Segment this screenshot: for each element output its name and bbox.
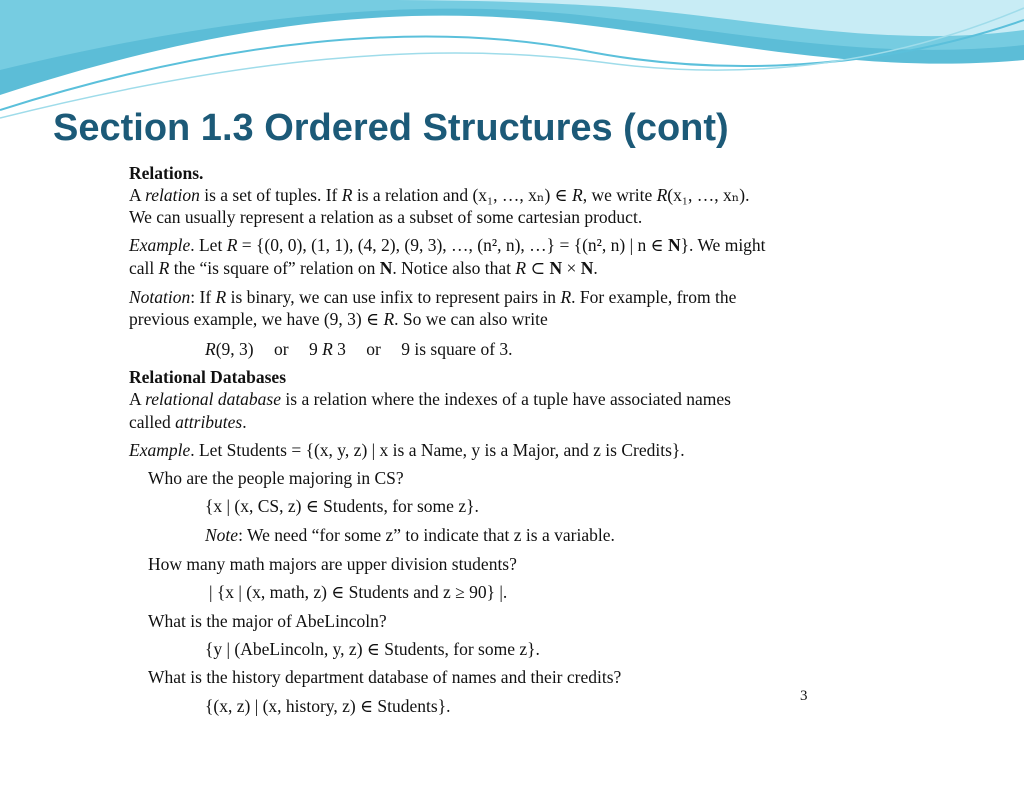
example-line-1: Example. Let R = {(0, 0), (1, 1), (4, 2), (9, 3), …, (n², n), …} = {(n², n) | n ∈ N}. We might	[129, 235, 766, 255]
page-number: 3	[800, 688, 808, 704]
example-line-2: call R the “is square of” relation on N. Notice also that R ⊂ N × N.	[129, 258, 598, 278]
notation-line-2: previous example, we have (9, 3) ∈ R. So we can also write	[129, 309, 548, 329]
cartesian-product-line: We can usually represent a relation as a subset of some cartesian product.	[129, 207, 643, 227]
students-example-line: Example. Let Students = {(x, y, z) | x is a Name, y is a Major, and z is Credits}.	[129, 440, 685, 460]
question-cs-majors: Who are the people majoring in CS?	[148, 468, 404, 488]
relational-db-definition-line-2: called attributes.	[129, 412, 247, 432]
answer-math-majors: | {x | (x, math, z) ∈ Students and z ≥ 90} |.	[209, 582, 508, 602]
answer-abelincoln-major: {y | (AbeLincoln, y, z) ∈ Students, for some z}.	[205, 639, 540, 659]
relational-databases-heading: Relational Databases	[129, 367, 287, 387]
relation-definition-line: A relation is a set of tuples. If R is a relation and (x₁, …, xₙ) ∈ R, we write R(x₁, …, xₙ).	[129, 185, 750, 205]
note-for-some-z: Note: We need “for some z” to indicate that z is a variable.	[205, 525, 615, 545]
relational-db-definition-line-1: A relational database is a relation where the indexes of a tuple have associated names	[129, 389, 731, 409]
question-history-dept: What is the history department database of names and their credits?	[148, 667, 622, 687]
slide-title: Section 1.3 Ordered Structures (cont)	[53, 107, 729, 149]
answer-cs-majors: {x | (x, CS, z) ∈ Students, for some z}.	[205, 496, 479, 516]
relations-heading: Relations.	[129, 163, 204, 183]
question-abelincoln-major: What is the major of AbeLincoln?	[148, 611, 387, 631]
question-math-majors: How many math majors are upper division students?	[148, 554, 517, 574]
content-image-panel	[127, 158, 835, 718]
answer-history-dept: {(x, z) | (x, history, z) ∈ Students}.	[205, 696, 451, 716]
infix-examples-line: R(9, 3) or 9 R 3 or 9 is square of 3.	[205, 339, 513, 359]
notation-line-1: Notation: If R is binary, we can use infix to represent pairs in R. For example, from the	[129, 287, 737, 307]
